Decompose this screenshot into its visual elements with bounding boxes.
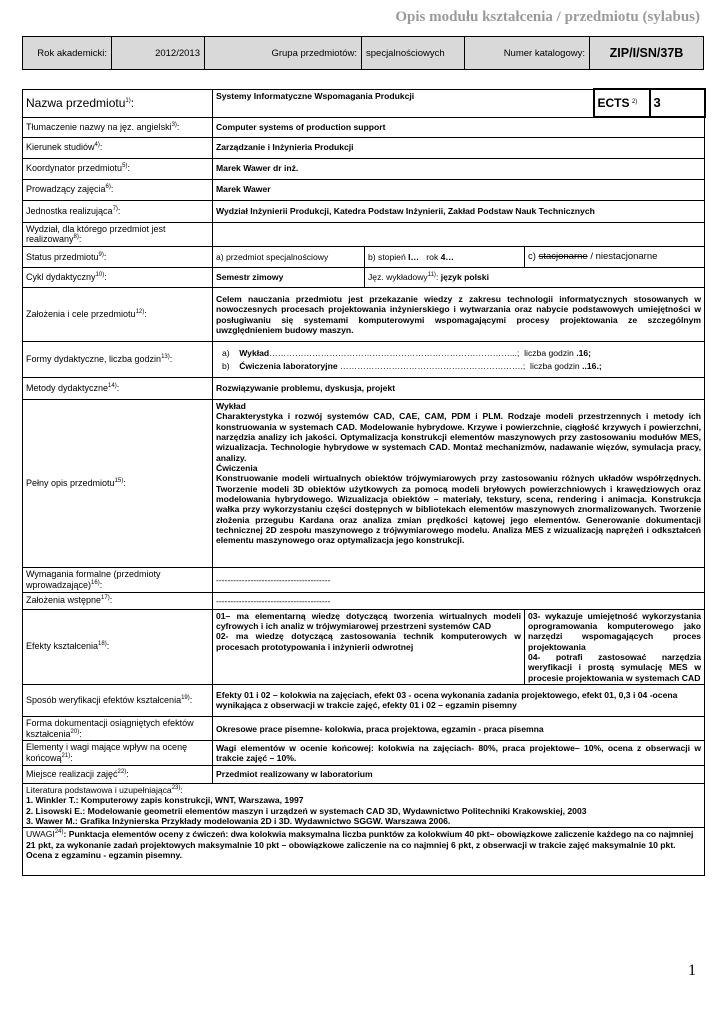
formy-value: a) Wykład…………………………………………………………………………...; liczba godzin .16; b) Ćwiczenia laboratoryjne ……………………………………………………….; liczba godzin ..16.;: [213, 342, 705, 378]
formy-label: Formy dydaktyczne, liczba godzin$^{13)}$:: [23, 342, 213, 378]
row-pelny-opis: [23, 400, 705, 568]
syllabus-table: [22, 88, 706, 876]
row-wydzial: [23, 222, 705, 247]
kierunek-label: Kierunek studiów$^{4)}$:: [23, 137, 213, 158]
row-forma-dok: [23, 716, 705, 741]
uwagi-value: : Punktacja elementów oceny z ćwiczeń: dwa kolokwia maksymalna liczba punktów za kolokwium 40 pkt– obowiązkowe zaliczenie każdego na co najmniej 21 pkt, za wykonanie zadań projektowych maksymalnie 10 pkt – obowiązkowe zaliczenie na co najmniej 6 pkt, z obserwacji w trakcie zajęć maksymalnie 10 pkt. Ocena z egzaminu - egzamin pisemny.: [26, 829, 694, 860]
pelny-text-cwiczenia: Konstruowanie modeli wirtualnych obiektów trójwymiarowych przy zastosowaniu różnych układów współrzędnych. Tworzenie modeli 3D obiektów użytkowych za pomocą modeli bryłowych powierzchniowych i krawędziowych oraz modelowania hybrydowego. Wizualizacja obiektów – materiały, tekstury, scena, rendering i animacja. Konstrukcja wałka przy wykorzystaniu części dostępnych w bibliotekach elementów maszynowych znormalizowanych. Tworzenie złożenia przegubu Kardana oraz analiza zmian prędkości kątowej jego elementów. Generowanie dokumentacji technicznej 2D zespołu maszynowego z trójwymiarowego modelu. Analiza MES z wizualizacją naprężeń i odkształceń elementu maszynowego oraz optymalizacja jego konstrukcji.: [216, 473, 702, 546]
row-status: [23, 247, 705, 268]
literatura-item: 3. Wawer M.: Grafika Inżynierska Przykłady modelowania 2D i 3D. Wydawnictwo SGGW. Warszawa 2006.: [26, 816, 451, 826]
row-tlumaczenie: [23, 117, 705, 137]
pelny-value: [213, 400, 705, 568]
literatura-item: 2. Lisowski E.: Modelowanie geometrii elementów maszyn i urządzeń w systemach CAD 3D, Wydawnictwo Politechniki Krakowskiej, 2003: [26, 805, 587, 816]
grupa-label: Grupa przedmiotów:: [205, 37, 362, 70]
row-jednostka: [23, 200, 705, 222]
uwagi-label: UWAGI$^{24)}$: [26, 829, 64, 840]
miejsce-label: Miejsce realizacji zajęć$^{22)}$:: [23, 766, 213, 784]
row-miejsce: [23, 766, 705, 784]
row-kierunek: [23, 137, 705, 158]
wymagania-label: Wymagania formalne (przedmioty wprowadzające)$^{16)}$:: [23, 568, 213, 593]
uwagi-cell: [23, 828, 705, 876]
status-a: a) przedmiot specjalnościowy: [213, 247, 365, 268]
row-uwagi: [23, 828, 705, 876]
numer-value: ZIP/I/SN/37B: [590, 37, 704, 70]
literatura-label: Literatura podstawowa i uzupełniająca$^{23)}$:: [26, 785, 183, 796]
wydzial-label: Wydział, dla którego przedmiot jest realizowany$^{8)}$:: [23, 222, 213, 247]
top-info-table: [22, 36, 704, 70]
metody-value: Rozwiązywanie problemu, dyskusja, projekt: [213, 378, 705, 400]
pelny-text-wyklad: Charakterystyka i rozwój systemów CAD, CAE, CAM, PDM i PLM. Rodzaje modeli przestrzennych i metody ich konstruowania w systemach CAD. Modelowanie hybrydowe. Krzywe i powierzchnie, ciągłość krzywych i powierzchni, narzędzia analizy ich jakości. Optymalizacja konstrukcji elementów maszynowych przy zastosowaniu modułów MES, wizualizacja. Technologie hybrydowe w systemach CAD. Montaż mechanizmów, nadawanie więzów, symulacja pracy, analizy.: [216, 411, 702, 463]
page-number: 1: [688, 962, 696, 979]
row-metody: [23, 378, 705, 400]
tlumaczenie-label: Tłumaczenie nazwy na jęz. angielski$^{3)}$:: [23, 117, 213, 137]
row-zalozenia-wstepne: [23, 592, 705, 609]
rok-value: 2012/2013: [112, 37, 205, 70]
elementy-value: Wagi elementów w ocenie końcowej: kolokwia na zajęciach- 80%, praca projektowe– 10%, ocena z obserwacji w trakcie zajęć – 10%.: [213, 741, 705, 766]
literatura-cell: [23, 784, 705, 828]
row-formy: [23, 342, 705, 378]
pelny-label: Pełny opis przedmiotu$^{15)}$:: [23, 400, 213, 568]
wydzial-value: [213, 222, 705, 247]
koordynator-label: Koordynator przedmiotu$^{5)}$:: [23, 158, 213, 179]
grupa-value: specjalnościowych: [362, 37, 465, 70]
pelny-heading-wyklad: Wykład: [216, 401, 246, 412]
tlumaczenie-value: Computer systems of production support: [213, 117, 705, 137]
status-c: c) stacjonarne / niestacjonarne: [525, 247, 705, 268]
zalozenia-wst-label: Założenia wstępne$^{17)}$:: [23, 592, 213, 609]
miejsce-value: Przedmiot realizowany w laboratorium: [213, 766, 705, 784]
row-wymagania: [23, 568, 705, 593]
zalozenia-wst-value: ----------------------------------------: [213, 592, 705, 609]
jezyk-cell: Jęz. wykładowy$^{11)}$: język polski: [365, 268, 705, 288]
row-prowadzacy: [23, 179, 705, 200]
prowadzacy-value: Marek Wawer: [213, 179, 705, 200]
cykl-label: Cykl dydaktyczny$^{10)}$:: [23, 268, 213, 288]
sposob-value: Efekty 01 i 02 – kolokwia na zajęciach, efekt 03 - ocena wykonania zadania projektowego, efekt 01, 0,3 i 04 -ocena wynikająca z obserwacji w trakcie zajęć, efekty 01 i 02 – egzamin pisemny: [213, 684, 705, 716]
efekty-right: 03- wykazuje umiejętność wykorzystania oprogramowania komputerowego jako narzędzi wspomagających proces projektowania 04- potrafi zastosować narzędzia weryfikacji i prostą symulację MES w procesie projektowania w systemach CAD: [525, 609, 705, 684]
row-cykl: [23, 268, 705, 288]
sposob-label: Sposób weryfikacji efektów kształcenia$^{19)}$:: [23, 684, 213, 716]
row-nazwa: [23, 89, 705, 117]
row-sposob: [23, 684, 705, 716]
efekty-label: Efekty kształcenia$^{18)}$:: [23, 609, 213, 684]
zalozenia-cele-label: Założenia i cele przedmiotu$^{12)}$:: [23, 288, 213, 342]
row-literatura: [23, 784, 705, 828]
forma-dok-label: Forma dokumentacji osiągniętych efektów kształcenia$^{20)}$:: [23, 716, 213, 741]
document-title: Opis modułu kształcenia / przedmiotu (sylabus): [395, 9, 700, 25]
nazwa-label: Nazwa przedmiotu$^{1)}$:: [23, 89, 213, 117]
ects-value: 3: [650, 89, 705, 117]
row-efekty: [23, 609, 705, 684]
row-zalozenia-cele: [23, 288, 705, 342]
prowadzacy-label: Prowadzący zajęcia$^{6)}$:: [23, 179, 213, 200]
numer-label: Numer katalogowy:: [465, 37, 590, 70]
forma-dok-value: Okresowe prace pisemne- kolokwia, praca projektowa, egzamin - praca pisemna: [213, 716, 705, 741]
status-label: Status przedmiotu$^{9)}$:: [23, 247, 213, 268]
kierunek-value: Zarządzanie i Inżynieria Produkcji: [213, 137, 705, 158]
jednostka-label: Jednostka realizująca$^{7)}$:: [23, 200, 213, 222]
jednostka-value: Wydział Inżynierii Produkcji, Katedra Podstaw Inżynierii, Zakład Podstaw Nauk Technicznych: [213, 200, 705, 222]
zalozenia-cele-value: Celem nauczania przedmiotu jest przekazanie wiedzy z zakresu technologii informatycznych stosowanych w nowoczesnych procesach projektowania inżynierskiego i wytwarzania oraz nabycie podstawowych umiejętności w posługiwaniu się systemami komputerowymi wspomagającymi procesy projektowania ze szczególnym uwzględnieniem budowy maszyn.: [213, 288, 705, 342]
elementy-label: Elementy i wagi mające wpływ na ocenę końcową$^{21)}$:: [23, 741, 213, 766]
rok-label: Rok akademicki:: [23, 37, 112, 70]
pelny-heading-cwiczenia: Ćwiczenia: [216, 462, 258, 473]
row-koordynator: [23, 158, 705, 179]
cykl-value: Semestr zimowy: [213, 268, 365, 288]
ects-label: ECTS $^{2)}$: [594, 89, 650, 117]
wymagania-value: ----------------------------------------: [213, 568, 705, 593]
efekty-left: 01– ma elementarną wiedzę dotyczącą tworzenia wirtualnych modeli cyfrowych i ich analiz w trójwymiarowej przestrzeni systemów CAD 02- ma wiedzę dotyczącą zastosowania technik komputerowych w procesach prototypowania i inżynierii odwrotnej: [213, 609, 525, 684]
koordynator-value: Marek Wawer dr inż.: [213, 158, 705, 179]
literatura-item: 1. Winkler T.: Komputerowy zapis konstrukcji, WNT, Warszawa, 1997: [26, 795, 304, 806]
nazwa-value: Systemy Informatyczne Wspomagania Produkcji: [213, 89, 594, 117]
status-b: b) stopień I… rok 4…: [365, 247, 525, 268]
metody-label: Metody dydaktyczne$^{14)}$:: [23, 378, 213, 400]
row-elementy: [23, 741, 705, 766]
